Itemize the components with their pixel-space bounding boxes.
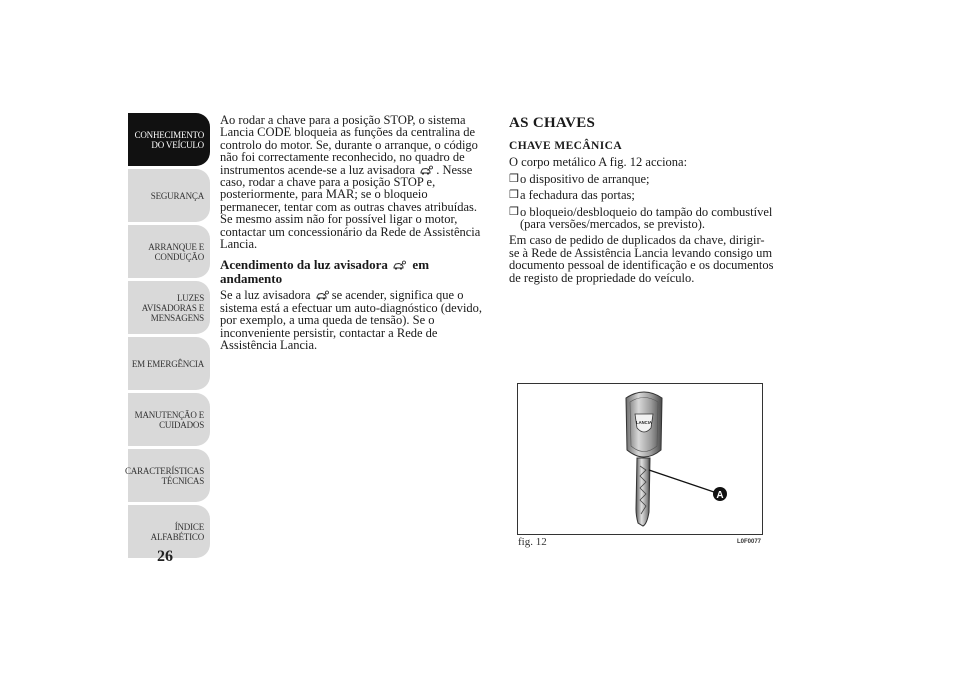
paragraph-text: Se a luz avisadora: [220, 288, 311, 303]
immobilizer-car-key-icon: [420, 165, 434, 176]
chapter-sidebar: [124, 113, 210, 561]
tab-label: EM EMERGÊNCIA: [131, 358, 204, 369]
intro-text: O corpo metálico A fig. 12 acciona:: [509, 155, 688, 170]
checkbox-bullet-icon: ❒: [509, 172, 519, 185]
tab-label: CARACTERÍSTICAS TÉCNICAS: [124, 465, 204, 486]
tab-seguranca[interactable]: [128, 169, 210, 222]
list-item-text: o bloqueio/desbloqueio do tampão do combustível (para versões/mercados, se previsto).: [520, 204, 773, 232]
callout-label: A: [716, 490, 724, 501]
list-item-text: a fechadura das portas;: [520, 188, 635, 203]
list-item-text: o dispositivo de arranque;: [520, 171, 650, 186]
list-item: [509, 189, 774, 201]
immobilizer-car-key-icon: [393, 260, 407, 271]
checkbox-bullet-icon: ❒: [509, 205, 519, 218]
tab-label: SEGURANÇA: [150, 190, 204, 201]
tab-caracteristicas-tecnicas[interactable]: [124, 449, 210, 502]
page-number: 26: [157, 548, 173, 565]
paragraph-code-system: [220, 114, 490, 250]
right-column: [509, 114, 774, 284]
tab-arranque-e-conducao[interactable]: [128, 225, 210, 278]
immobilizer-car-key-icon: [316, 290, 330, 301]
list-item: [509, 206, 774, 231]
subheading-text: Acendimento da luz avisadora: [220, 257, 388, 273]
closing-paragraph: Em caso de pedido de duplicados da chave, dirigir-se à Rede de Assistência Lancia levando consigo um documento pessoal de identificação e os documentos de registo de propriedade do veículo.: [509, 233, 774, 285]
checkbox-bullet-icon: ❒: [509, 189, 519, 202]
bullet-list: [509, 173, 774, 231]
tab-manutencao-e-cuidados[interactable]: [128, 393, 210, 446]
left-column: [220, 114, 490, 360]
lancia-logo-icon: [635, 414, 653, 432]
paragraph-text: se acender, significa que o sistema está a efectuar um auto-diagnóstico (devido, por exemplo, a uma queda de tensão). Se o inconveniente persistir, contactar a Rede de Assistência Lancia.: [220, 288, 483, 353]
tab-em-emergencia[interactable]: [128, 337, 210, 390]
paragraph-self-diagnostic: [220, 289, 490, 351]
tab-luzes-avisadoras[interactable]: [128, 281, 210, 334]
paragraph-text: . Nesse caso, rodar a chave para a posição STOP e, posteriormente, para MAR; se o bloqueio permanecer, tentar com as outras chaves atribuídas. Se mesmo assim não for possível ligar o motor, contactar um concessionário da Rede de Assistência Lancia.: [220, 162, 481, 252]
tab-label: ARRANQUE E CONDUÇÃO: [148, 241, 204, 262]
subheading-warning-light: [220, 258, 490, 286]
mechanical-key-illustration: [518, 384, 762, 534]
section-title: AS CHAVES: [509, 115, 596, 131]
tab-label: ÍNDICE ALFABÉTICO: [150, 521, 204, 542]
paragraph-text: Ao rodar a chave para a posição STOP, o sistema Lancia CODE bloqueia as funções da centralina de controlo do motor. Se, durante o arranque, o código não foi correctamente reconhecido, no quadro de instrumentos acende-se a luz avisadora: [220, 113, 478, 177]
figure-code: L0F0077: [737, 539, 762, 545]
tab-label: CONHECIMENTO DO VEÍCULO: [134, 129, 204, 150]
list-item: [509, 173, 774, 185]
subsection-title: CHAVE MECÂNICA: [509, 140, 623, 152]
svg-text:LANCIA: LANCIA: [636, 420, 652, 425]
tab-conhecimento-do-veiculo[interactable]: [128, 113, 210, 166]
subheading-text: em andamento: [220, 257, 430, 287]
tab-label: MANUTENÇÃO E CUIDADOS: [134, 409, 204, 430]
figure-caption: fig. 12: [518, 536, 547, 548]
figure-key-illustration: [517, 383, 763, 535]
tab-label: LUZES AVISADORAS E MENSAGENS: [141, 292, 204, 323]
